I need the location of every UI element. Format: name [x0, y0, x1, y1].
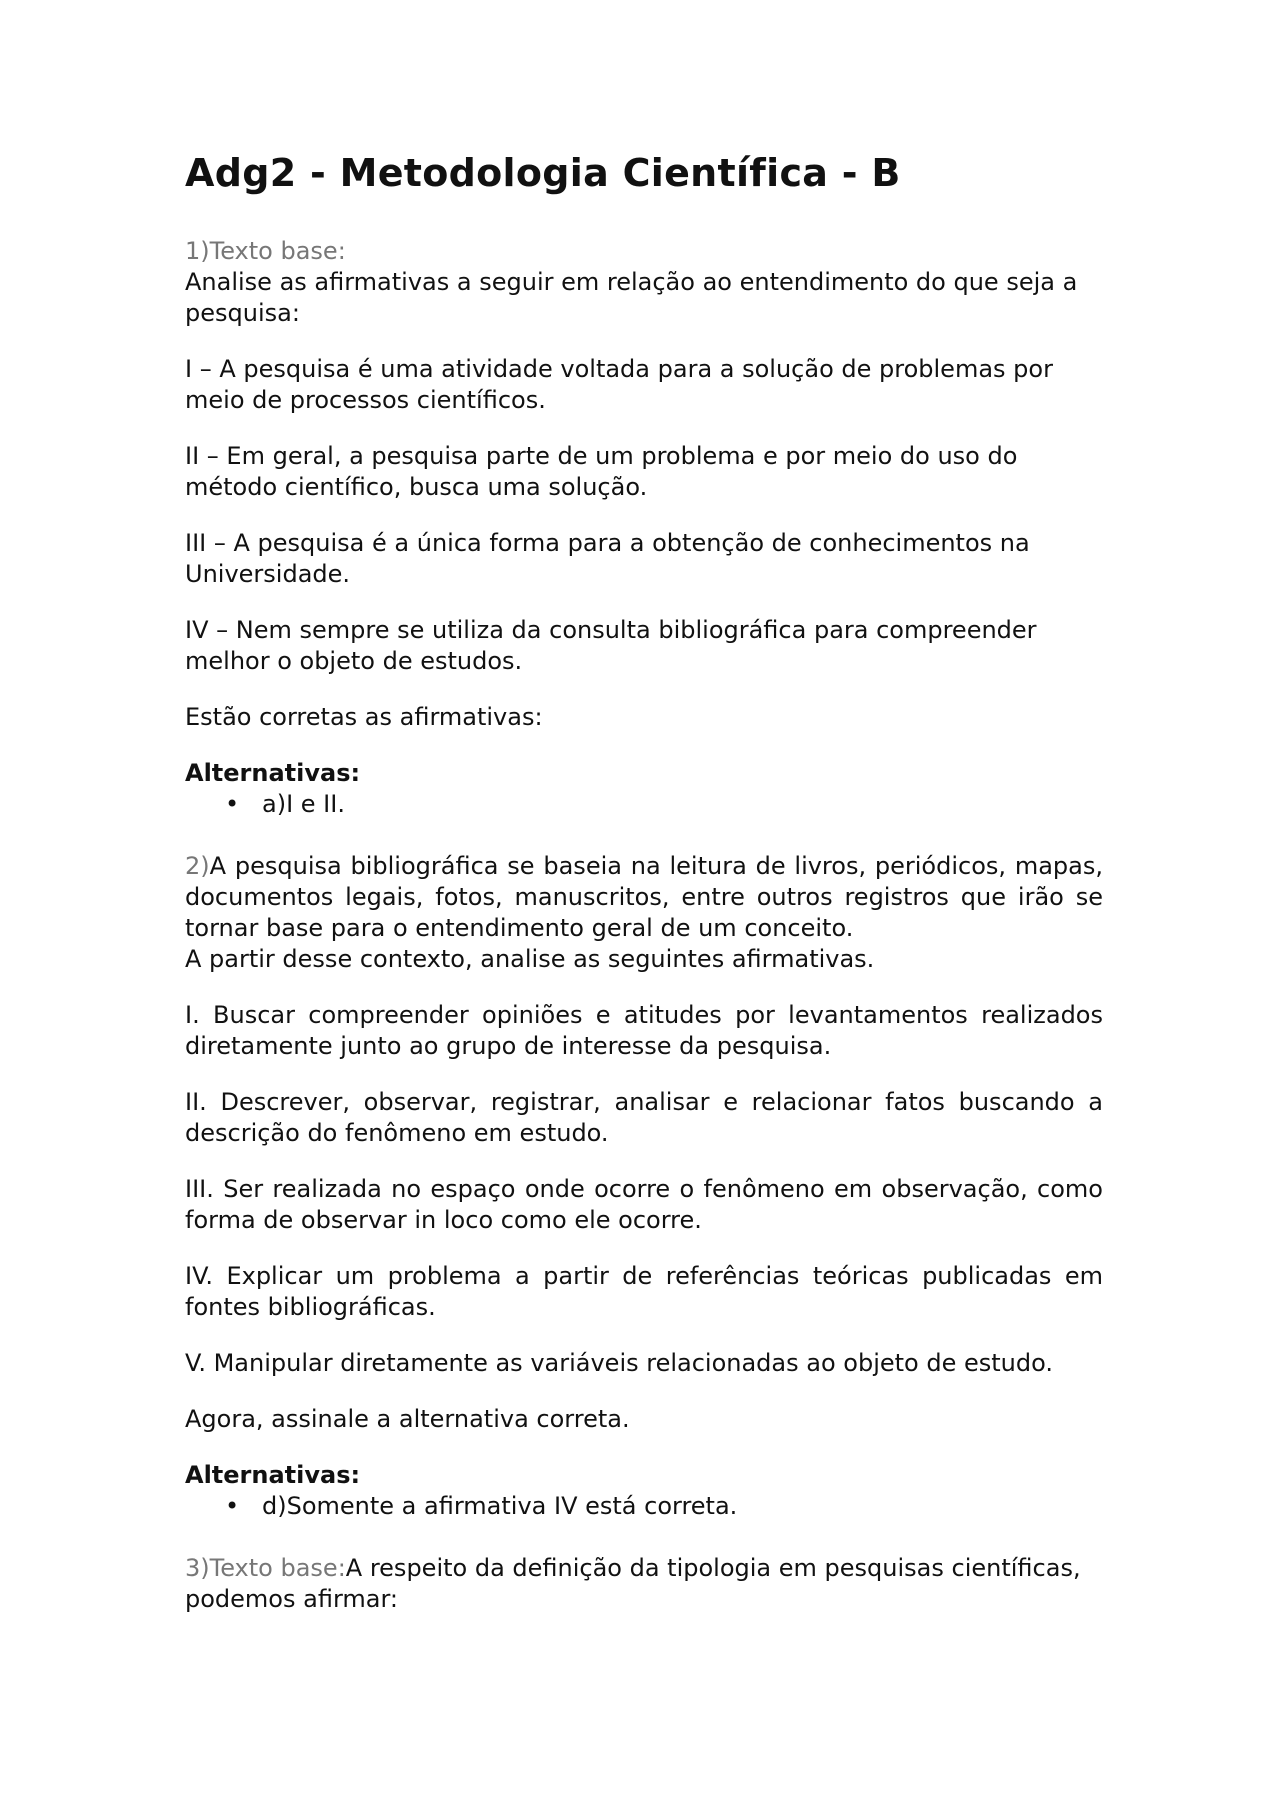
question-2-statement-1: I. Buscar compreender opiniões e atitudes por levantamentos realizados diretamente junto ao grupo de interesse da pesquisa. — [185, 1001, 1103, 1060]
document-page — [185, 150, 1103, 1640]
question-2-intro — [185, 851, 1103, 944]
question-2-statement-5: V. Manipular diretamente as variáveis relacionadas ao objeto de estudo. — [185, 1349, 1053, 1377]
question-1-label: 1)Texto base: — [185, 237, 346, 265]
question-1-alternatives-list — [185, 789, 1103, 820]
question-2-alternatives-heading: Alternativas: — [185, 1461, 361, 1489]
question-1-statement-2: II – Em geral, a pesquisa parte de um problema e por meio do uso do método científico, busca uma solução. — [185, 442, 1018, 501]
question-2-answer — [225, 1491, 1103, 1522]
question-1-statement-1: I – A pesquisa é uma atividade voltada para a solução de problemas por meio de processos científicos. — [185, 355, 1053, 414]
question-2-intro-text: A pesquisa bibliográfica se baseia na leitura de livros, periódicos, mapas, documentos legais, fotos, manuscritos, entre outros registros que irão se tornar base para o entendimento geral de um conceito. — [185, 852, 1103, 942]
question-3-label: 3)Texto base: — [185, 1554, 346, 1582]
question-1-prompt: Estão corretas as afirmativas: — [185, 703, 543, 731]
bullet-icon: • — [225, 790, 240, 818]
bullet-icon: • — [225, 1492, 240, 1520]
question-2-statement-4: IV. Explicar um problema a partir de referências teóricas publicadas em fontes bibliográficas. — [185, 1262, 1103, 1321]
question-1-statement-4: IV – Nem sempre se utiliza da consulta bibliográfica para compreender melhor o objeto de estudos. — [185, 616, 1037, 675]
question-3 — [185, 1553, 1103, 1615]
question-2-alternatives-list — [185, 1491, 1103, 1522]
question-1-answer-text: a)I e II. — [262, 790, 345, 818]
question-1-intro-text: Analise as afirmativas a seguir em relação ao entendimento do que seja a pesquisa: — [185, 268, 1078, 327]
question-3-text: A respeito da definição da tipologia em pesquisas científicas, podemos afirmar: — [185, 1554, 1081, 1613]
question-2 — [185, 851, 1103, 1522]
question-2-context: A partir desse contexto, analise as seguintes afirmativas. — [185, 945, 875, 973]
question-1-intro — [185, 236, 1103, 329]
question-1-statement-3: III – A pesquisa é a única forma para a obtenção de conhecimentos na Universidade. — [185, 529, 1030, 588]
question-2-statement-2: II. Descrever, observar, registrar, analisar e relacionar fatos buscando a descrição do fenômeno em estudo. — [185, 1088, 1103, 1147]
question-2-prompt: Agora, assinale a alternativa correta. — [185, 1405, 630, 1433]
question-1-alternatives-heading: Alternativas: — [185, 759, 361, 787]
question-3-intro — [185, 1553, 1103, 1615]
question-2-statement-3: III. Ser realizada no espaço onde ocorre o fenômeno em observação, como forma de observar in loco como ele ocorre. — [185, 1175, 1103, 1234]
question-1 — [185, 236, 1103, 820]
document-title: Adg2 - Metodologia Científica - B — [185, 151, 901, 195]
question-2-answer-text: d)Somente a afirmativa IV está correta. — [262, 1492, 738, 1520]
question-1-answer — [225, 789, 1103, 820]
question-2-label: 2) — [185, 852, 210, 880]
